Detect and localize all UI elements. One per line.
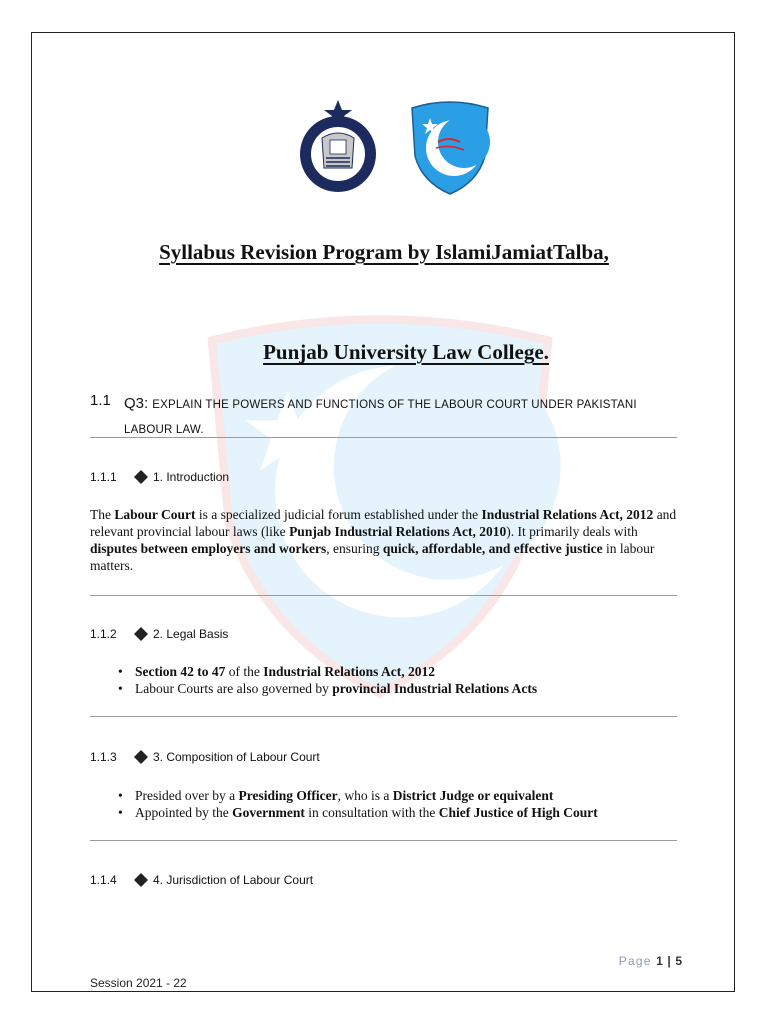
section-title: 2. Legal Basis (153, 627, 229, 641)
divider (90, 716, 677, 717)
page-total: 5 (675, 954, 682, 968)
page-number-footer (619, 954, 682, 968)
document-title: Syllabus Revision Program by IslamiJamiatTalba, (159, 240, 609, 264)
section-title: 4. Jurisdiction of Labour Court (153, 873, 314, 887)
list-item: • Labour Courts are also governed by provincial Industrial Relations Acts (118, 680, 678, 697)
section-heading-jurisdiction (90, 873, 313, 887)
list-item: • Appointed by the Government in consultation with the Chief Justice of High Court (118, 804, 678, 821)
question-heading (124, 392, 684, 442)
question-line-2: LABOUR LAW. (124, 424, 204, 436)
section-heading-introduction (90, 470, 229, 484)
section-number: 1.1.3 (90, 750, 117, 764)
university-law-college-logo (292, 98, 384, 194)
jamiat-shield-logo (408, 98, 492, 196)
divider (90, 595, 677, 596)
section-number: 1.1.1 (90, 470, 117, 484)
question-line-1: EXPLAIN THE POWERS AND FUNCTIONS OF THE LABOUR COURT UNDER PAKISTANI (152, 399, 637, 411)
section-title: 3. Composition of Labour Court (153, 750, 320, 764)
list-item: • Section 42 to 47 of the Industrial Relations Act, 2012 (118, 663, 678, 680)
diamond-bullet-icon (134, 470, 148, 484)
introduction-paragraph: The Labour Court is a specialized judicial forum established under the Industrial Relations Act, 2012 and relevant provincial labour laws (like Punjab Industrial Relations Act, 2010). It primarily deals with disputes between employers and workers, ensuring quick, affordable, and effective justice in labour matters. (90, 507, 677, 573)
section-heading-composition (90, 750, 320, 764)
composition-list (118, 787, 678, 821)
page-word: Page (618, 954, 652, 968)
diamond-bullet-icon (134, 873, 148, 887)
page-current: 1 (656, 954, 663, 968)
question-number: 1.1 (90, 392, 111, 409)
section-title: 1. Introduction (153, 470, 230, 484)
divider (90, 437, 677, 438)
legal-basis-list (118, 663, 678, 697)
session-footer: Session 2021 - 22 (90, 976, 187, 990)
question-colon: : (144, 395, 149, 412)
question-prefix: Q3 (124, 395, 145, 412)
page-separator: | (667, 954, 671, 968)
divider (90, 840, 677, 841)
list-item: • Presided over by a Presiding Officer, who is a District Judge or equivalent (118, 787, 678, 804)
section-heading-legal-basis (90, 627, 228, 641)
diamond-bullet-icon (134, 627, 148, 641)
diamond-bullet-icon (134, 750, 148, 764)
section-number: 1.1.4 (90, 873, 117, 887)
document-subtitle: Punjab University Law College. (263, 340, 549, 364)
section-number: 1.1.2 (90, 627, 117, 641)
